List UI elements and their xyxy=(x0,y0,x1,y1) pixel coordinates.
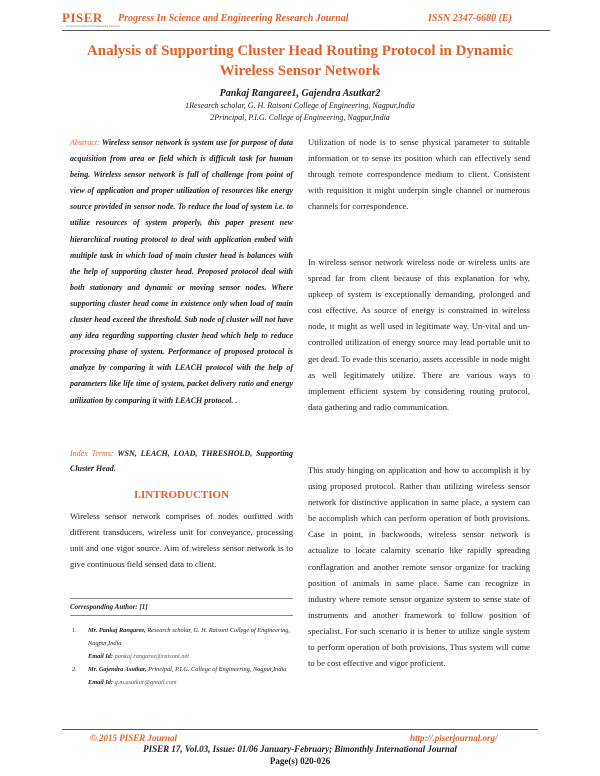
author-name: Mr. Gajendra Asutkar, xyxy=(88,666,147,673)
corresponding-author-1 xyxy=(72,624,294,663)
right-paragraph-2: In wireless sensor network wireless node or wireless units are spread far from client because of this explanation for why, upkeep of system is exceptionally demanding, prolonged and cost effective. As source of energy is constrained in wireless node, it might as well used in legitimate way. Un-vital and un-controlled utilization of energy source may lead portable unit to get dead. To evade this scenario, assets accessible in node might as well legitimately utilize. There are various ways to implement efficient system by considering routing protocol, data gathering and radio communication. xyxy=(308,257,530,412)
author-number: 1. xyxy=(72,627,77,634)
author-email[interactable]: g.m.asutkar@gmail.com xyxy=(114,679,177,686)
paper-title: Analysis of Supporting Cluster Head Routing Protocol in Dynamic Wireless Sensor Network xyxy=(86,43,514,79)
abstract xyxy=(70,135,293,409)
footer-copyright: © 2015 PISER Journal xyxy=(90,733,177,743)
header-rule xyxy=(62,30,550,31)
abstract-text: Wireless sensor network is system use for purpose of data acquisition from area or field which is difficult task for human being. Wireless sensor network is full of challenge from point of view of application and proper utilization of resources like energy source provided in sensor node. To reduce the load of system i.e. to utilize resources of system properly, this paper present new hierarchical routing protocol to deal with application embed with multiple task in which load of main cluster head is balances with the help of supporting cluster head. Proposed protocol deal with both stationary and dynamic or moving sensor nodes. Where supporting cluster head come in existence only when load of main cluster head exceed the threshold. Sub node of cluster will not have any idea regarding supporting cluster head which help to reduce processing phase of system. Performance of proposed protocol is analyze by comparing it with LEACH protocol with the help of parameters like life time of system, packet delivery ratio and energy utilization by comparing it with LEACH protocol. . xyxy=(70,138,293,405)
journal-logo: PISER xyxy=(62,10,103,25)
footer-url[interactable]: http://.piserjournal.org/ xyxy=(410,733,498,743)
right-paragraph-1: Utilization of node is to sense physical parameter to suitable information or to sense its position which can effectively send through remote correspondence medium to client. Consistent with requisition it might underpin single channel or numerous channels for correspondence. xyxy=(308,137,530,212)
email-label: Email Id: xyxy=(88,679,114,686)
index-terms xyxy=(70,446,293,476)
corresponding-rule xyxy=(70,615,293,616)
author-line: Pankaj Rangaree1, Gajendra Asutkar2 xyxy=(219,88,381,99)
affiliation-1: 1Research scholar, G. H. Raisoni College of Engineering, Nagpur,India xyxy=(185,101,415,110)
page-header xyxy=(0,8,600,30)
issn: ISSN 2347-6680 (E) xyxy=(428,13,512,24)
footer-rule xyxy=(62,729,538,730)
journal-name: Progress In Science and Engineering Research Journal xyxy=(118,13,349,24)
author-desc: Principal, P.I.G. College of Engineering, Nagpur,India xyxy=(148,666,287,673)
introduction-text: Wireless sensor network comprises of nodes outfitted with different transducers, wireless unit for conveyance, processing unit and one vigor source. Aim of wireless sensor network is to give continuous field sensed data to client. xyxy=(70,511,293,570)
author-name: Mr. Pankaj Rangaree, xyxy=(88,627,146,634)
footer-pages: Page(s) 020-026 xyxy=(269,756,331,766)
email-label: Email Id: xyxy=(88,653,114,660)
author-email[interactable]: pankaj.rangaree@raisoni.net xyxy=(114,653,190,660)
corresponding-author-2 xyxy=(72,663,294,689)
abstract-label: Abstract: xyxy=(70,138,100,147)
right-paragraph-3: This study hinging on application and how to accomplish it by using proposed protocol. Rather than utilizing wireless sensor network for distinctive application in same place, a system can be accomplish which can perform operation of both provisions. Case in point, in backwoods, wireless sensor network is actualize to locate calamity scenario like rapidly spreading conflagration and another remote sensor organize for tracking position of animals in same place. Same can recognize in industry where remote sensor organize system to sense state of instruments and another framework to follow position of specialist. For such scenario it is better to utilize single system to perform operation of both provisions. Thus system will come to be cost effective and vigor proficient. xyxy=(308,465,530,669)
author-number: 2. xyxy=(72,666,77,673)
index-terms-label: Index Terms: xyxy=(70,449,114,458)
affiliation-2: 2Principal, P.I.G. College of Engineering, Nagpur,India xyxy=(210,113,390,122)
introduction-heading: I.INTRODUCTION xyxy=(133,489,230,501)
index-terms-text: WSN, LEACH, LOAD, THRESHOLD, Supporting Cluster Head. xyxy=(70,449,294,473)
footer-issue: PISER 17, Vol.03, Issue: 01/06 January-February; Bimonthly International Journal xyxy=(143,744,457,754)
author-desc: Research scholar, G. H. Raisoni College of Engineering, Nagpur,India xyxy=(88,627,290,647)
corresponding-author-label: Corresponding Author: [1] xyxy=(70,598,293,611)
corresponding-author-list xyxy=(72,624,294,689)
logo-tagline: Progress In Science & Engineering Research xyxy=(66,24,120,28)
